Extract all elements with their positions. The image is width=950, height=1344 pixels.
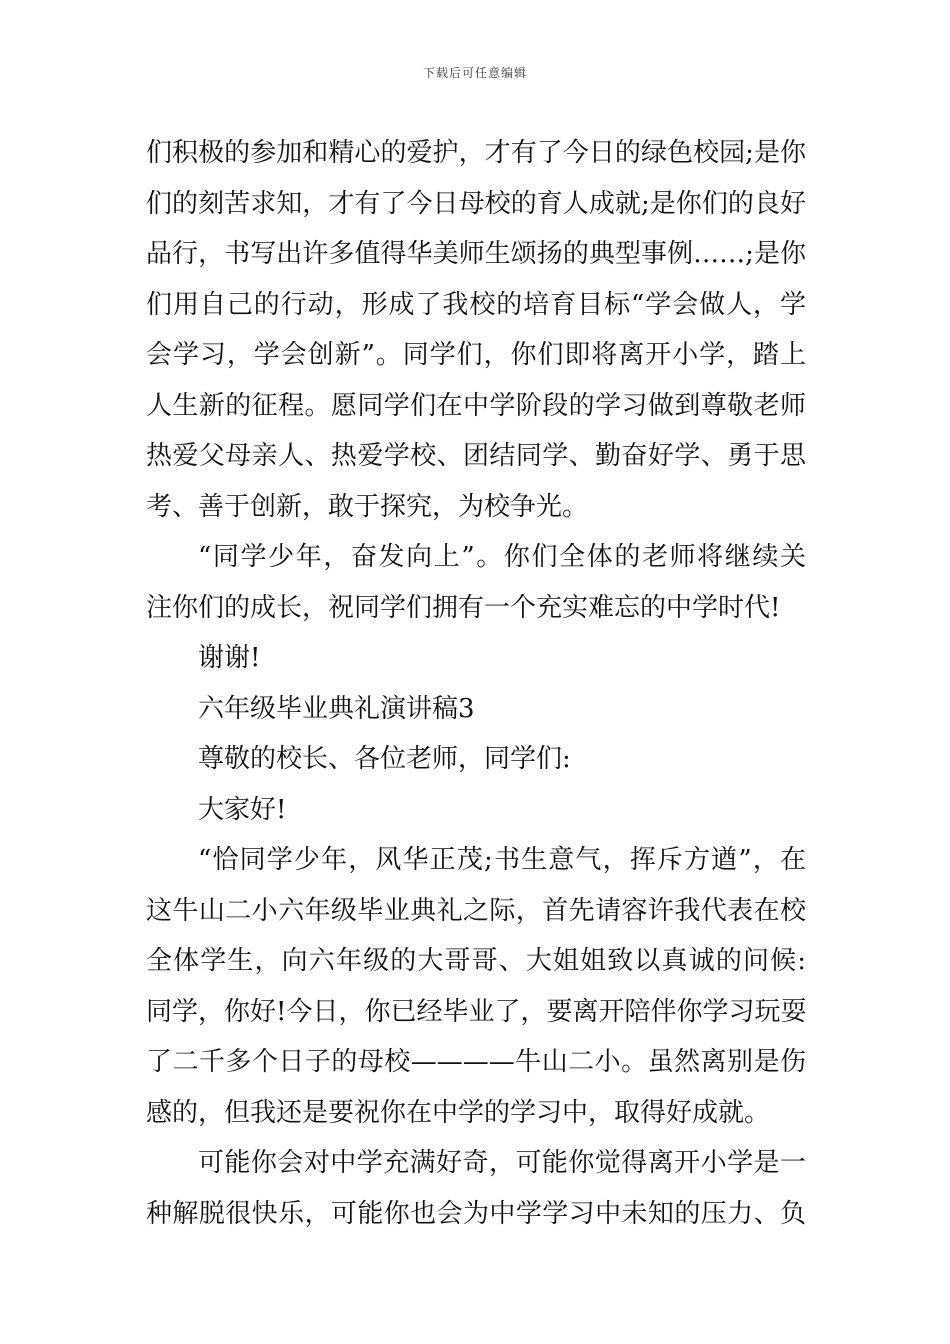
text-line: 品行，书写出许多值得华美师生颂扬的典型事例……;是你 (146, 239, 806, 269)
greeting-line: 大家好! (198, 794, 287, 825)
text-line: 同学，你好!今日，你已经毕业了，要离开陪伴你学习玩耍 (146, 996, 807, 1027)
page-header: 下载后可任意编辑 (422, 66, 527, 80)
text-line: 热爱父母亲人、热爱学校、团结同学、勤奋好学、勇于思 (146, 441, 806, 471)
text-line: 们积极的参加和精心的爱护，才有了今日的绿色校园;是你 (146, 138, 806, 168)
paragraph-start-line: “恰同学少年，风华正茂;书生意气，挥斥方遒”，在 (198, 845, 806, 875)
text-line: 人生新的征程。愿同学们在中学阶段的学习做到尊敬老师 (146, 390, 806, 421)
text-line: 们的刻苦求知，才有了今日母校的育人成就;是你们的良好 (146, 188, 806, 219)
text-line: 会学习，学会创新”。同学们，你们即将离开小学，踏上 (146, 340, 806, 370)
thanks-line: 谢谢! (198, 643, 261, 673)
text-line: 注你们的成长，祝同学们拥有一个充实难忘的中学时代! (146, 592, 781, 623)
text-line: 了二千多个日子的母校————牛山二小。虽然离别是伤 (146, 1047, 806, 1077)
paragraph-start-line: “同学少年，奋发向上”。你们全体的老师将继续关 (198, 542, 806, 572)
section-title: 六年级毕业典礼演讲稿3 (198, 693, 475, 724)
text-line: 全体学生，向六年级的大哥哥、大姐姐致以真诚的问候: (146, 946, 806, 976)
text-line: 种解脱很快乐，可能你也会为中学学习中未知的压力、负 (146, 1198, 806, 1229)
text-line: 考、善于创新，敢于探究，为校争光。 (146, 491, 589, 522)
text-line: 这牛山二小六年级毕业典礼之际，首先请容许我代表在校 (146, 895, 806, 926)
salutation-line: 尊敬的校长、各位老师，同学们: (198, 744, 571, 774)
text-line: 们用自己的行动，形成了我校的培育目标“学会做人，学 (146, 289, 806, 320)
document-body (146, 128, 806, 1239)
paragraph-start-line: 可能你会对中学充满好奇，可能你觉得离开小学是一 (198, 1148, 806, 1178)
text-line: 感的，但我还是要祝你在中学的学习中，取得好成就。 (146, 1097, 771, 1128)
